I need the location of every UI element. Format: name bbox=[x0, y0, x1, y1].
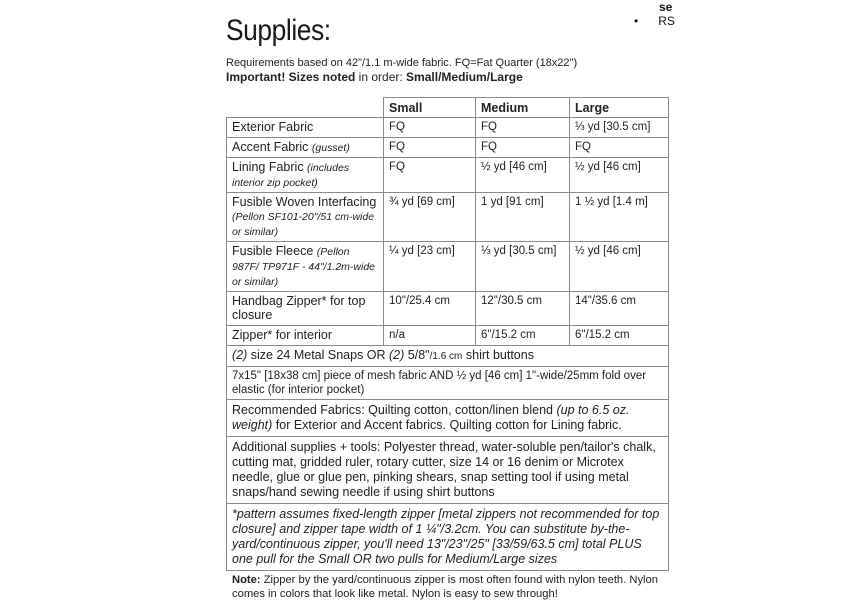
item-label: Fusible Woven Interfacing bbox=[232, 195, 377, 209]
small-cell: FQ bbox=[384, 158, 476, 193]
recommended-lead: Recommended Fabrics: Quilting cotton, cotton/linen blend bbox=[232, 403, 557, 417]
medium-cell: FQ bbox=[476, 138, 570, 158]
item-cell bbox=[227, 292, 384, 326]
item-cell bbox=[227, 138, 384, 158]
buttons-qty: (2) bbox=[389, 348, 405, 362]
important-middle: in order: bbox=[355, 70, 407, 84]
snaps-qty: (2) bbox=[232, 348, 248, 362]
item-cell bbox=[227, 158, 384, 193]
page-title: Supplies: bbox=[226, 14, 331, 47]
header-blank bbox=[227, 98, 384, 118]
bullet-icon: • bbox=[634, 14, 639, 28]
note-text: Zipper by the yard/continuous zipper is most often found with nylon teeth. Nylon comes in colors that look like metal. Nylon is easy to sew through! bbox=[232, 574, 658, 600]
additional-cell: Additional supplies + tools: Polyester thread, water-soluble pen/tailor's chalk, cutting mat, gridded ruler, rotary cutter, size 14 or 16 denim or Microtex needle, glue or glue pen, pinking shears, snap setting tool if using metal snaps/hand sewing needle if using shirt buttons bbox=[227, 437, 669, 504]
important-lead: Important! Sizes noted bbox=[226, 70, 356, 84]
pattern-note-row bbox=[227, 504, 669, 571]
mesh-cell: 7x15" [18x38 cm] piece of mesh fabric AND ½ yd [46 cm] 1"-wide/25mm fold over elastic (for interior pocket) bbox=[227, 367, 669, 400]
large-cell: 6"/15.2 cm bbox=[570, 326, 669, 346]
medium-cell: 6"/15.2 cm bbox=[476, 326, 570, 346]
supplies-table bbox=[226, 97, 669, 571]
buttons-size: 5/8" bbox=[404, 348, 430, 362]
item-cell bbox=[227, 193, 384, 242]
sizes-order: Small/Medium/Large bbox=[406, 70, 523, 84]
cropped-bullet-text: RS bbox=[658, 14, 675, 28]
item-label: Lining Fabric bbox=[232, 160, 308, 174]
item-cell bbox=[227, 242, 384, 292]
buttons-size-metric: /1.6 cm bbox=[429, 351, 463, 362]
large-cell: ½ yd [46 cm] bbox=[570, 242, 669, 292]
table-row bbox=[227, 193, 669, 242]
snaps-cell bbox=[227, 346, 669, 367]
large-cell: ½ yd [46 cm] bbox=[570, 158, 669, 193]
medium-cell: FQ bbox=[476, 118, 570, 138]
item-label: Fusible Fleece bbox=[232, 244, 317, 258]
cropped-heading-fragment: se bbox=[659, 0, 673, 14]
recommended-weight: (up to 6.5 oz. weight) bbox=[232, 403, 630, 432]
small-cell: ¾ yd [69 cm] bbox=[384, 193, 476, 242]
medium-cell: 1 yd [91 cm] bbox=[476, 193, 570, 242]
buttons-text: shirt buttons bbox=[462, 348, 534, 362]
large-cell: ⅓ yd [30.5 cm] bbox=[570, 118, 669, 138]
table-row bbox=[227, 292, 669, 326]
snaps-text: size 24 Metal Snaps OR bbox=[247, 348, 390, 362]
small-cell: FQ bbox=[384, 138, 476, 158]
recommended-row bbox=[227, 400, 669, 437]
header-small: Small bbox=[384, 98, 476, 118]
large-cell: 14"/35.6 cm bbox=[570, 292, 669, 326]
recommended-cell bbox=[227, 400, 669, 437]
medium-cell: ½ yd [46 cm] bbox=[476, 158, 570, 193]
small-cell: n/a bbox=[384, 326, 476, 346]
medium-cell: 12"/30.5 cm bbox=[476, 292, 570, 326]
item-note: (gusset) bbox=[311, 142, 350, 154]
footer-note bbox=[232, 573, 672, 601]
pattern-note-cell: *pattern assumes fixed-length zipper [metal zippers not recommended for top closure] and zipper tape width of 1 ¼"/3.2cm. You can substitute by-the-yard/continuous zipper, you'll need 13"/23"/25" [33/59/63.5 cm] total PLUS one pull for the Small OR two pulls for Medium/Large sizes bbox=[227, 504, 669, 571]
header-row bbox=[227, 98, 669, 118]
medium-cell: ⅓ yd [30.5 cm] bbox=[476, 242, 570, 292]
table-row bbox=[227, 326, 669, 346]
cropped-bullet-fragment bbox=[634, 14, 675, 28]
large-cell: 1 ½ yd [1.4 m] bbox=[570, 193, 669, 242]
small-cell: ¼ yd [23 cm] bbox=[384, 242, 476, 292]
mesh-row bbox=[227, 367, 669, 400]
additional-row bbox=[227, 437, 669, 504]
table-row bbox=[227, 138, 669, 158]
large-cell: FQ bbox=[570, 138, 669, 158]
item-note: (Pellon SF101-20"/51 cm-wide or similar) bbox=[232, 211, 375, 238]
item-note: (Pellon 987F/ TP971F - 44"/1.2m-wide or similar) bbox=[232, 246, 376, 288]
recommended-tail: for Exterior and Accent fabrics. Quilting cotton for Lining fabric. bbox=[272, 418, 622, 432]
small-cell: FQ bbox=[384, 118, 476, 138]
item-label: Zipper* for interior bbox=[232, 328, 333, 342]
item-note: (includes interior zip pocket) bbox=[232, 162, 350, 189]
item-cell bbox=[227, 118, 384, 138]
small-cell: 10"/25.4 cm bbox=[384, 292, 476, 326]
note-label: Note: bbox=[232, 574, 261, 586]
table-row bbox=[227, 118, 669, 138]
header-large: Large bbox=[570, 98, 669, 118]
snaps-row bbox=[227, 346, 669, 367]
item-label: Accent Fabric bbox=[232, 140, 312, 154]
requirements-line: Requirements based on 42"/1.1 m-wide fabric. FQ=Fat Quarter (18x22") bbox=[226, 57, 578, 69]
item-label: Handbag Zipper* for top closure bbox=[232, 294, 366, 322]
item-label: Exterior Fabric bbox=[232, 120, 314, 134]
item-cell bbox=[227, 326, 384, 346]
table-row bbox=[227, 158, 669, 193]
important-line bbox=[226, 70, 523, 84]
header-medium: Medium bbox=[476, 98, 570, 118]
table-row bbox=[227, 242, 669, 292]
